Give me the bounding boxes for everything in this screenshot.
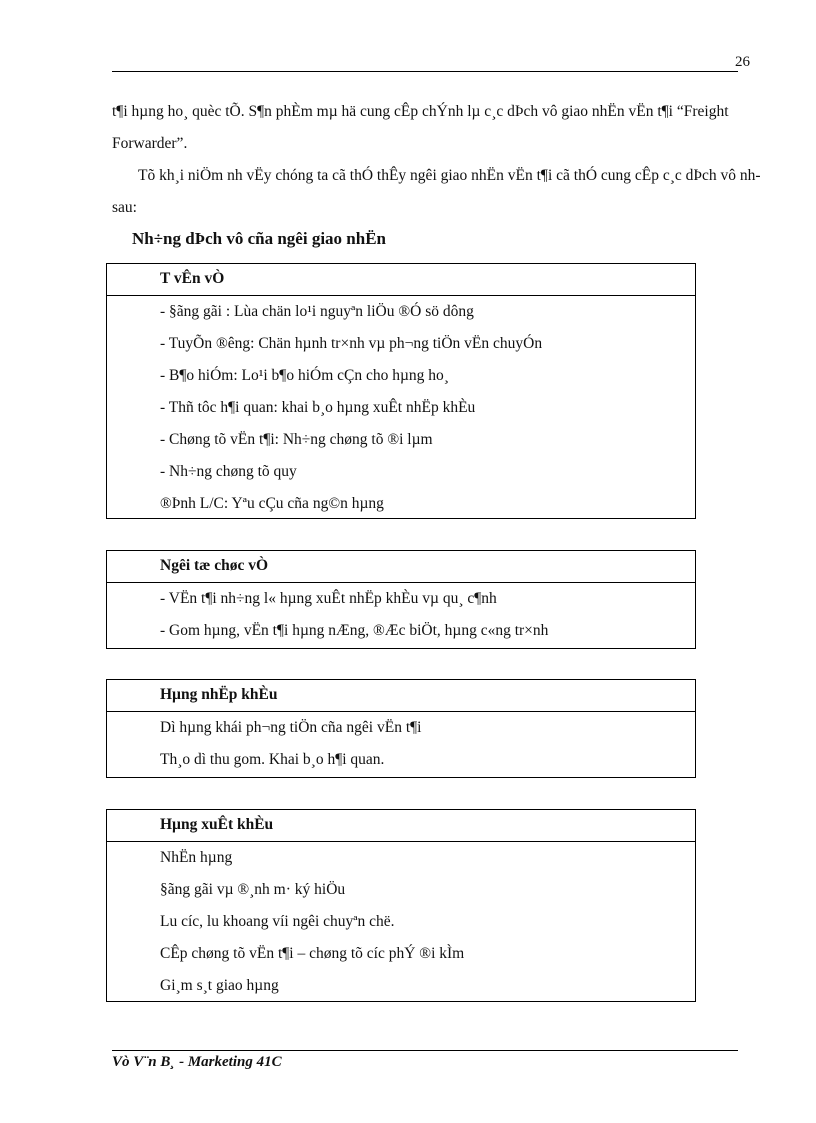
- box-list: [107, 712, 695, 776]
- box-title: Ngêi tæ chøc vÒ: [107, 551, 695, 583]
- section-heading: Nh÷ng dÞch vô cña ngêi giao nhËn: [132, 229, 387, 248]
- box-title: Hµng nhËp khÈu: [107, 680, 695, 712]
- list-item: - Nh÷ng chøng tõ quy: [160, 463, 297, 480]
- list-item: Th¸o dì thu gom. Khai b¸o h¶i quan.: [160, 751, 385, 768]
- service-box-organizer: [106, 550, 696, 649]
- list-item: CÊp chøng tõ vËn t¶i – chøng tõ cíc phÝ ®i kÌm: [160, 945, 465, 962]
- box-list: [107, 583, 695, 647]
- box-title: Hµng xuÊt khÈu: [107, 810, 695, 842]
- list-item: - Gom hµng, vËn t¶i hµng nÆng, ®Æc biÖt, hµng c«ng tr×nh: [160, 622, 549, 639]
- list-item: Lu cíc, lu khoang víi ngêi chuyªn chë.: [160, 913, 395, 930]
- box-list: [107, 842, 695, 1002]
- footer-divider: [112, 1050, 738, 1051]
- paragraph-intro: t¶i hµng ho¸ quèc tÕ. S¶n phÈm mµ hä cung cÊp chÝnh lµ c¸c dÞch vô giao nhËn vËn t¶i “Freight Forwarder”.: [112, 103, 729, 152]
- service-box-consulting: [106, 263, 696, 519]
- footer-author: Vò V¨n B¸ - Marketing 41C: [112, 1054, 282, 1070]
- service-box-import: [106, 679, 696, 778]
- list-item: - TuyÕn ®êng: Chän hµnh tr×nh vµ ph¬ng tiÖn vËn chuyÓn: [160, 335, 543, 352]
- list-item: Gi¸m s¸t giao hµng: [160, 977, 279, 994]
- list-item: ®Þnh L/C: Yªu cÇu cña ng©n hµng: [160, 495, 384, 512]
- box-list: [107, 296, 695, 520]
- paragraph-services-intro: Tõ kh¸i niÖm nh vËy chóng ta cã thÓ thÊy ngêi giao nhËn vËn t¶i cã thÓ cung cÊp c¸c dÞch vô nh sau:: [112, 167, 761, 216]
- list-item: - B¶o hiÓm: Lo¹i b¶o hiÓm cÇn cho hµng ho¸: [160, 367, 449, 384]
- list-item: - Chøng tõ vËn t¶i: Nh÷ng chøng tõ ®i lµm: [160, 431, 433, 448]
- header-divider: [112, 71, 738, 72]
- list-item: - §ãng gãi : Lùa chän lo¹i nguyªn liÖu ®Ó sö dông: [160, 303, 474, 320]
- page-number: 26: [735, 54, 750, 70]
- service-box-export: [106, 809, 696, 1002]
- list-item: Dì hµng khái ph¬ng tiÖn cña ngêi vËn t¶i: [160, 719, 422, 736]
- list-item: - VËn t¶i nh÷ng l« hµng xuÊt nhËp khÈu vµ qu¸ c¶nh: [160, 590, 497, 607]
- list-item: - Thñ tôc h¶i quan: khai b¸o hµng xuÊt nhËp khÈu: [160, 399, 476, 416]
- box-title: T vÊn vÒ: [107, 264, 695, 296]
- list-item: §ãng gãi vµ ®¸nh m· ký hiÖu: [160, 881, 346, 898]
- list-item: NhËn hµng: [160, 849, 233, 866]
